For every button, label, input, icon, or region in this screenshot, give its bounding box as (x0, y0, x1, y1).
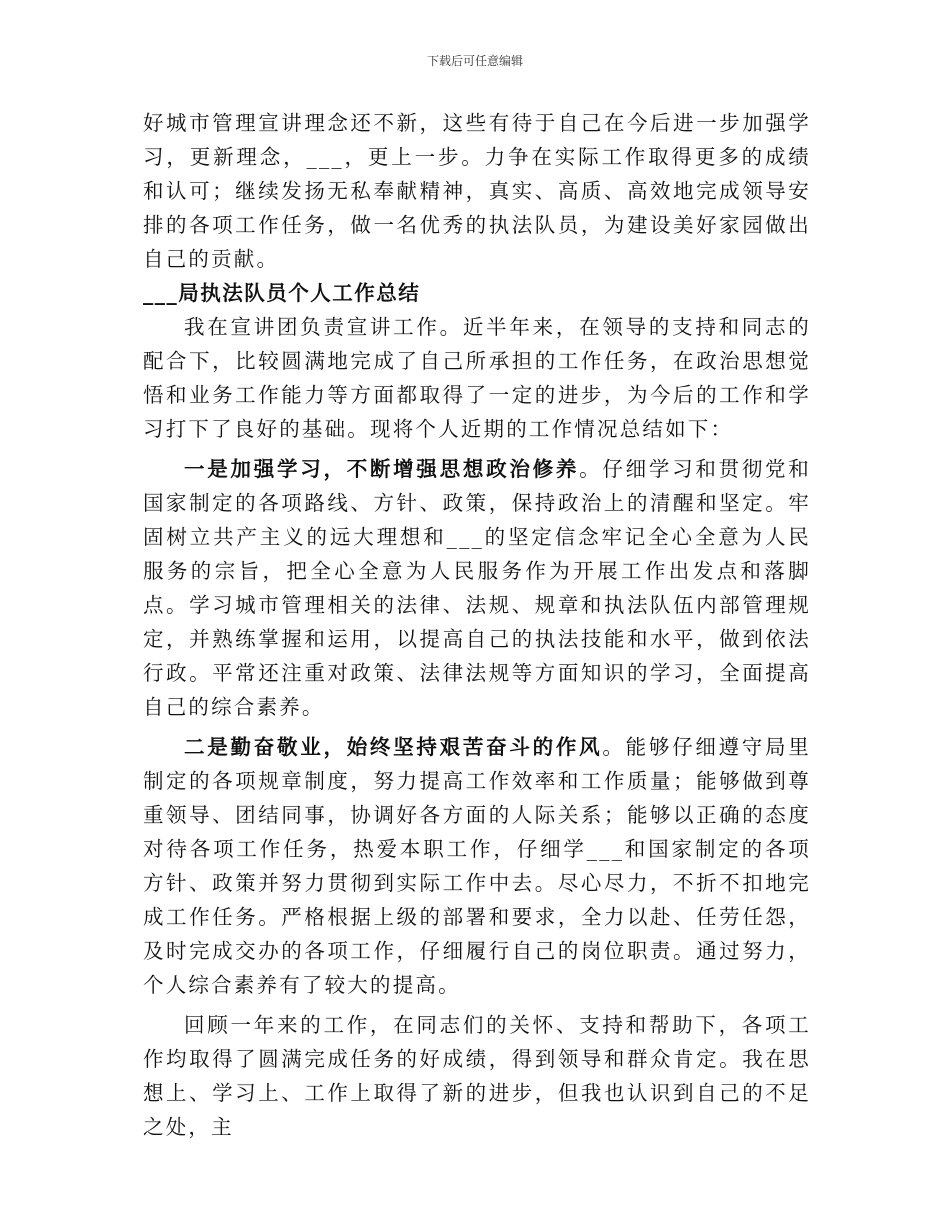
document-body (143, 106, 811, 1144)
paragraph-4: 回顾一年来的工作，在同志们的关怀、支持和帮助下，各项工作均取得了圆满完成任务的好成绩，得到领导和群众肯定。我在思想上、学习上、工作上取得了新的进步，但我也认识到自己的不足之处，主 (143, 1013, 811, 1139)
paragraph-1: 我在宣讲团负责宣讲工作。近半年来，在领导的支持和同志的配合下，比较圆满地完成了自己所承担的工作任务，在政治思想觉悟和业务工作能力等方面都取得了一定的进步，为今后的工作和学习打下了良好的基础。现将个人近期的工作情况总结如下： (143, 315, 811, 441)
intro-paragraph: 好城市管理宣讲理念还不新，这些有待于自己在今后进一步加强学习，更新理念，___，更上一步。力争在实际工作取得更多的成绩和认可；继续发扬无私奉献精神，真实、高质、高效地完成领导安排的各项工作任务，做一名优秀的执法队员，为建设美好家园做出自己的贡献。 (143, 111, 811, 271)
paragraph-2-body: 。仔细学习和贯彻党和国家制定的各项路线、方针、政策，保持政治上的清醒和坚定。牢固树立共产主义的远大理想和___的坚定信念牢记全心全意为人民服务的宗旨，把全心全意为人民服务作为开展工作出发点和落脚点。学习城市管理相关的法律、法规、规章和执法队伍内部管理规定，并熟练掌握和运用，以提高自己的执法技能和水平，做到依法行政。平常还注重对政策、法律法规等方面知识的学习，全面提高自己的综合素养。 (143, 457, 812, 719)
paragraph-3 (143, 730, 811, 1002)
paragraph-3-lead: 二是勤奋敬业，始终坚持艰苦奋斗的作风 (184, 735, 603, 759)
paragraph-3-body: 。能够仔细遵守局里制定的各项规章制度，努力提高工作效率和工作质量；能够做到尊重领导、团结同事，协调好各方面的人际关系；能够以正确的态度对待各项工作任务，热爱本职工作，仔细学___和国家制定的各项方针、政策并努力贯彻到实际工作中去。尽心尽力，不折不扣地完成工作任务。严格根据上级的部署和要求，全力以赴、任劳任怨，及时完成交办的各项工作，仔细履行自己的岗位职责。通过努力，个人综合素养有了较大的提高。 (143, 735, 811, 997)
paragraph-2 (143, 452, 811, 724)
page-header: 下载后可任意编辑 (426, 54, 523, 68)
paragraph-2-lead: 一是加强学习，不断增强思想政治修养 (184, 457, 580, 481)
document-title: ___局执法队员个人工作总结 (143, 281, 421, 305)
